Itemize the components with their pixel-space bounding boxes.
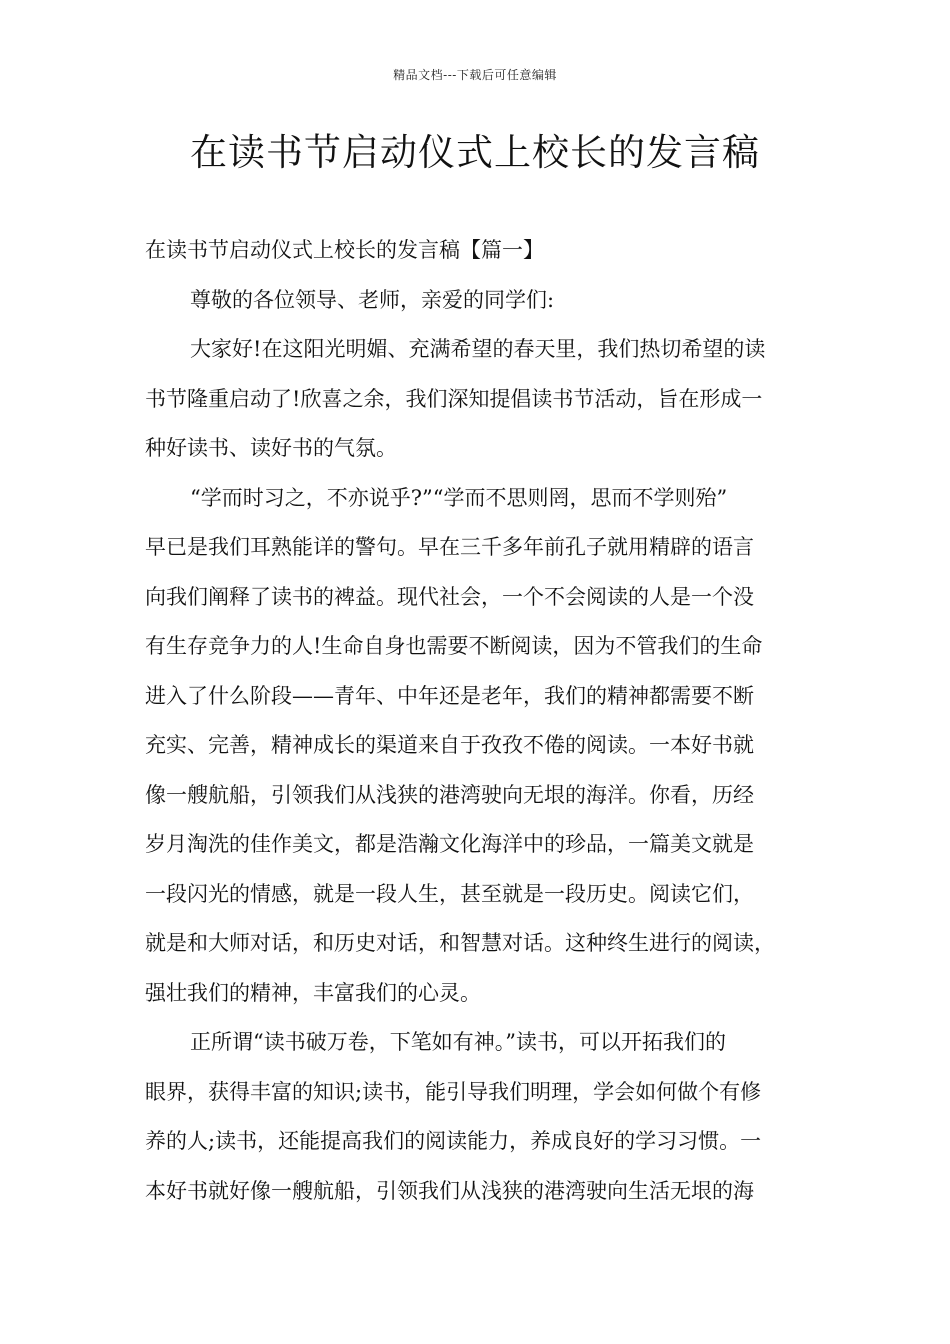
text-line: “学而时习之，不亦说乎?”“学而不思则罔，思而不学则殆”: [190, 485, 728, 510]
header-note: 精品文档---下载后可任意编辑: [393, 68, 557, 82]
text-line: 一段闪光的情感，就是一段人生，甚至就是一段历史。阅读它们，: [145, 881, 754, 906]
text-line: 本好书就好像一艘航船，引领我们从浅狭的港湾驶向生活无垠的海: [145, 1178, 754, 1203]
section-heading: 在读书节启动仪式上校长的发言稿【篇一】: [145, 238, 544, 262]
text-line: 进入了什么阶段——青年、中年还是老年，我们的精神都需要不断: [145, 683, 754, 708]
text-line: 向我们阐释了读书的裨益。现代社会，一个不会阅读的人是一个没: [145, 584, 754, 609]
document-title: 在读书节启动仪式上校长的发言稿: [190, 131, 760, 174]
paragraph-lines: [145, 276, 810, 1217]
text-line: 强壮我们的精神，丰富我们的心灵。: [145, 980, 481, 1005]
document-body: [145, 226, 810, 1216]
text-line: 像一艘航船，引领我们从浅狭的港湾驶向无垠的海洋。你看，历经: [145, 782, 754, 807]
text-line: 种好读书、读好书的气氛。: [145, 436, 397, 460]
text-line: 有生存竞争力的人!生命自身也需要不断阅读，因为不管我们的生命: [145, 634, 763, 658]
text-line: 大家好!在这阳光明媚、充满希望的春天里，我们热切希望的读: [190, 337, 766, 361]
text-line: 充实、完善，精神成长的渠道来自于孜孜不倦的阅读。一本好书就: [145, 733, 754, 757]
text-line: 眼界，获得丰富的知识;读书，能引导我们明理，学会如何做个有修: [145, 1079, 762, 1104]
text-line: 岁月淘洗的佳作美文，都是浩瀚文化海洋中的珍品，一篇美文就是: [145, 832, 754, 856]
text-line: 书节隆重启动了!欣喜之余，我们深知提倡读书节活动，旨在形成一: [145, 386, 763, 411]
text-line: 早已是我们耳熟能详的警句。早在三千多年前孔子就用精辟的语言: [145, 535, 754, 559]
text-line: 尊敬的各位领导、老师，亲爱的同学们:: [190, 287, 555, 312]
text-line: 正所谓“读书破万卷，下笔如有神。”读书，可以开拓我们的: [190, 1030, 726, 1054]
text-line: 养的人;读书，还能提高我们的阅读能力，养成良好的学习习惯。一: [145, 1129, 762, 1153]
text-line: 就是和大师对话，和历史对话，和智慧对话。这种终生进行的阅读，: [145, 931, 775, 955]
